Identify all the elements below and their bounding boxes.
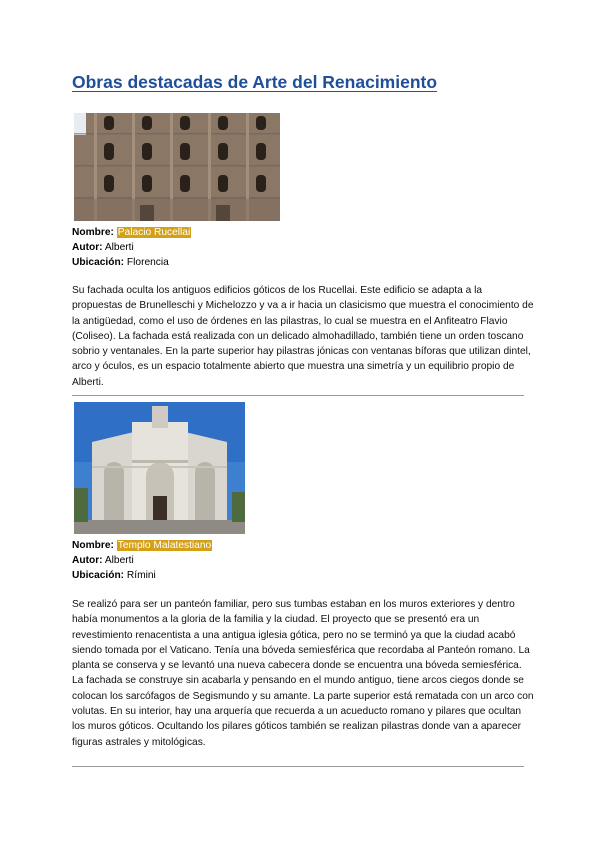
work-1-location: Florencia: [126, 257, 169, 268]
work-2-location: Rímini: [126, 570, 156, 581]
work-2-meta: [72, 538, 212, 583]
work-1-name-row: [72, 225, 191, 240]
divider: [72, 766, 524, 767]
name-label: Nombre:: [72, 227, 114, 238]
palazzo-rucellai-facade-photo: [74, 113, 280, 221]
work-1-author-row: [72, 240, 191, 255]
work-1-author: Alberti: [104, 242, 134, 253]
work-1-meta: [72, 225, 191, 270]
work-2-location-row: [72, 568, 212, 583]
work-2-name-row: [72, 538, 212, 553]
author-label: Autor:: [72, 242, 103, 253]
location-label: Ubicación:: [72, 257, 125, 268]
author-label: Autor:: [72, 555, 103, 566]
divider: [72, 395, 524, 396]
location-label: Ubicación:: [72, 570, 125, 581]
work-2-author: Alberti: [104, 555, 134, 566]
work-2-description: Se realizó para ser un panteón familiar, pero sus tumbas estaban en los muros exteriores y dentro había monumentos a la gloria de la familia y la ciudad. El proyecto que se presentó era un revestimiento renacentista a una antigua iglesia gótica, pero no se terminó ya que la ciudad acabó siendo tomada por el Vaticano. Tenía una bóveda semiesférica que recordaba al Panteón romano. La planta se conserva y se levantó una nueva cabecera donde se encuentra una bóveda semiesférica. La fachada se construye sin acabarla y pensando en el mundo antiguo, tiene arcos ciegos donde se colocan los sarcófagos de Segismundo y su amante. La parte superior está rematada con un arco con volutas. En su interior, hay una arquería que recuerda a un acueducto romano y pilares que ocultan los muros góticos. Ocultando los pilares góticos también se realizan pilastras donde van a aparecer figuras astrales y mitológicas.: [72, 599, 534, 748]
tempio-malatestiano-facade-photo: [74, 402, 245, 534]
work-1-location-row: [72, 255, 191, 270]
work-1-name: Palacio Rucellai: [117, 227, 191, 238]
page-title: Obras destacadas de Arte del Renacimiento: [72, 72, 438, 92]
work-1-description: Su fachada oculta los antiguos edificios góticos de los Rucellai. Este edificio se adapta a la propuestas de Brunelleschi y Michelozzo y va a ir hacia un clasicismo que muestra el conocimiento de la antigüedad, como el uso de órdenes en las pilastras, lo cual se muestra en el Anfiteatro Flavio (Coliseo). La fachada está realizada con un delicado almohadillado, también tiene un orden toscano sobrio y ventanales. En la parte superior hay pilastras jónicas con ventanas bíforas que utilizan dintel, arco y óculos, es un espacio totalmente abierto que muestra una simetría y un equilibrio propio de Alberti.: [72, 285, 534, 388]
name-label: Nombre:: [72, 540, 114, 551]
work-2-author-row: [72, 553, 212, 568]
work-2-name: Templo Malatestiano: [117, 540, 212, 551]
